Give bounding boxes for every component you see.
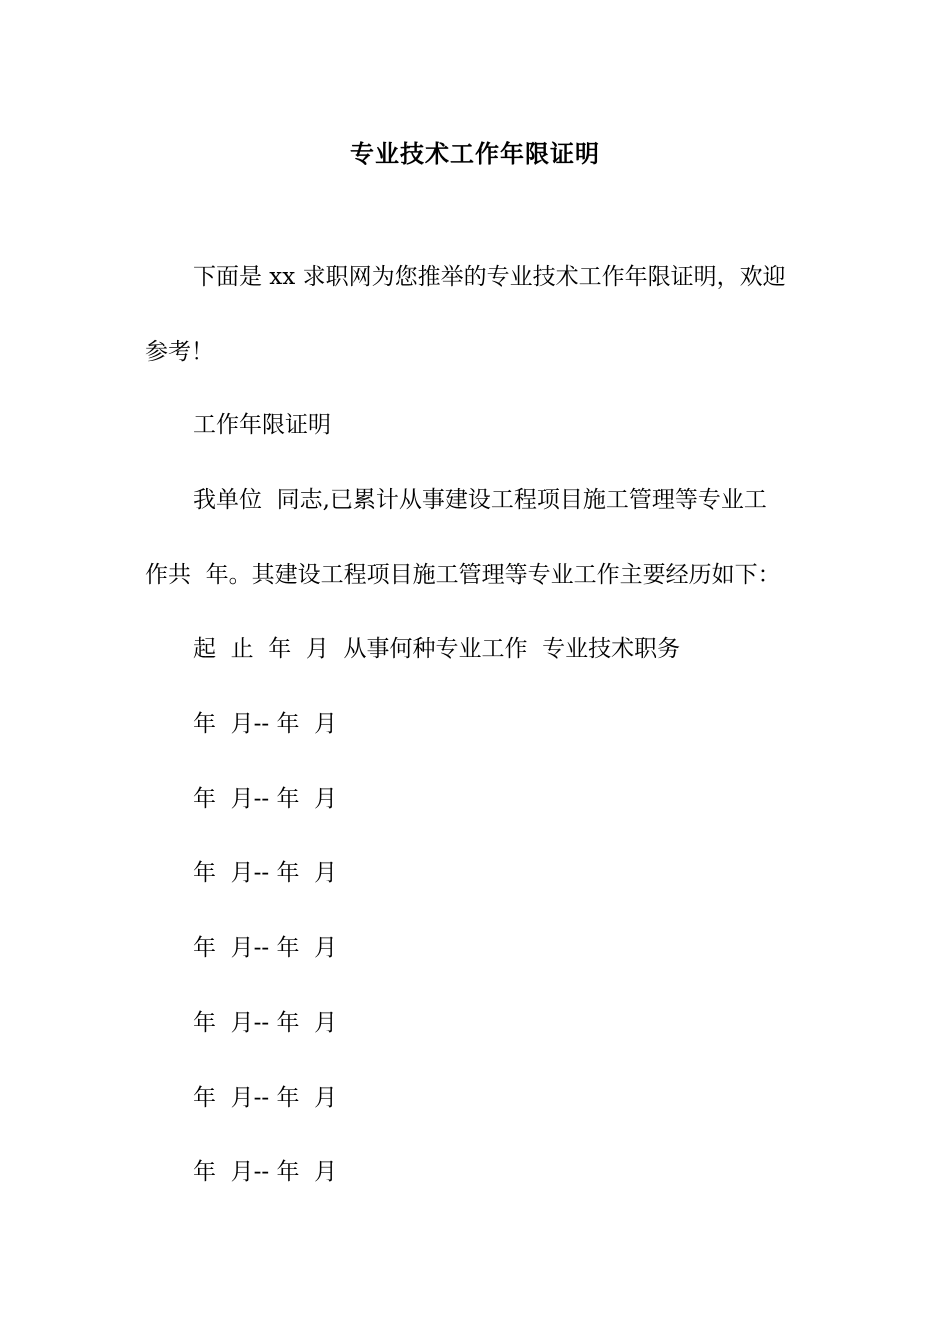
section-subheading: 工作年限证明	[193, 412, 331, 438]
date-range-row: 年 月-- 年 月	[193, 935, 338, 961]
date-range-row: 年 月-- 年 月	[193, 711, 338, 737]
intro-paragraph-line-1: 下面是 xx 求职网为您推举的专业技术工作年限证明，欢迎	[193, 264, 786, 290]
document-title: 专业技术工作年限证明	[350, 140, 600, 168]
table-header-line: 起 止 年 月 从事何种专业工作 专业技术职务	[193, 636, 681, 662]
date-range-row: 年 月-- 年 月	[193, 860, 338, 886]
date-range-row: 年 月-- 年 月	[193, 1159, 338, 1185]
date-range-row: 年 月-- 年 月	[193, 786, 338, 812]
date-range-row: 年 月-- 年 月	[193, 1010, 338, 1036]
body-paragraph-line-1: 我单位 同志,已累计从事建设工程项目施工管理等专业工	[193, 487, 767, 513]
body-paragraph-line-2: 作共 年。其建设工程项目施工管理等专业工作主要经历如下：	[145, 562, 781, 588]
intro-paragraph-line-2: 参考！	[145, 339, 214, 365]
date-range-row: 年 月-- 年 月	[193, 1085, 338, 1111]
